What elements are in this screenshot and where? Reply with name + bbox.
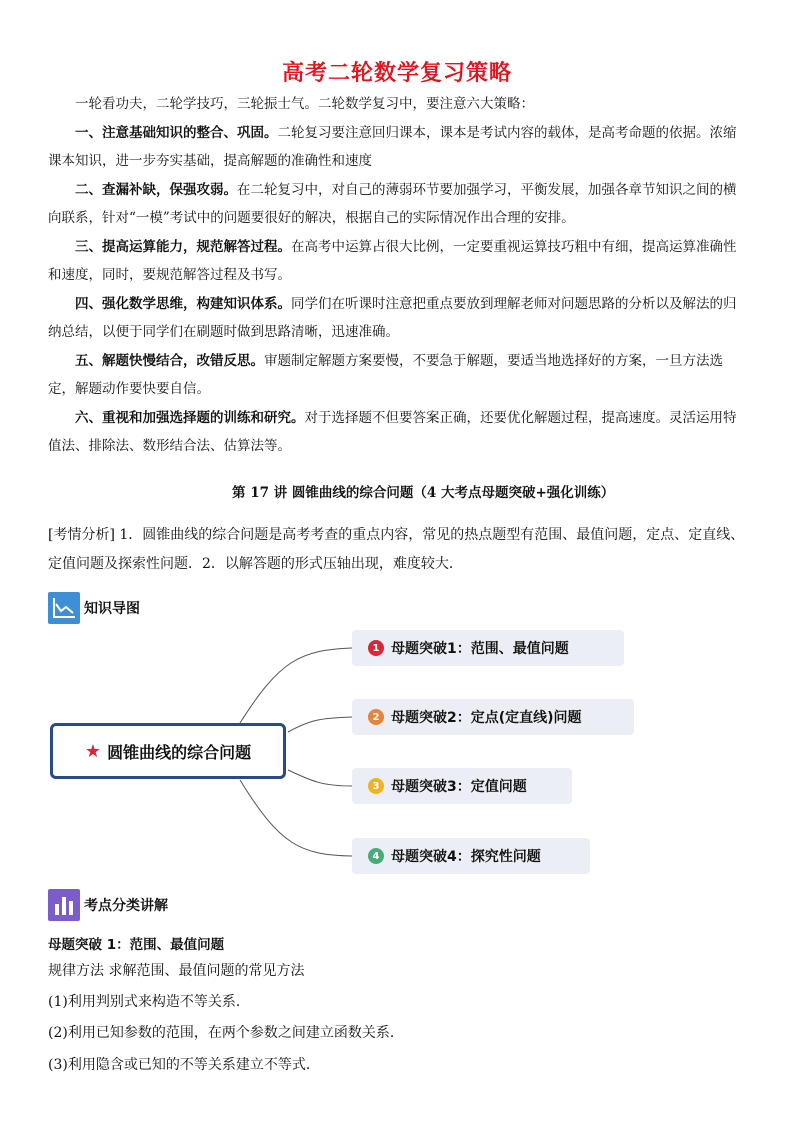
- strategy-body: 同学们在听课时注意把重点要放到理解老师对问题思路的分析以及解法的归纳总结，以便于同学们在刷题时做到思路清晰，迅速准确。: [48, 295, 737, 340]
- strategy-item: [48, 290, 748, 347]
- method-item: (2)利用已知参数的范围，在两个参数之间建立函数关系．: [48, 1025, 404, 1041]
- mind-map-branch: [352, 838, 590, 874]
- strategy-item: [48, 233, 748, 290]
- center-label: 圆锥曲线的综合问题: [107, 742, 252, 762]
- branch-number: 1: [368, 640, 384, 656]
- strategy-item: [48, 404, 748, 461]
- strategy-item: [48, 347, 748, 404]
- strategy-body: 在二轮复习中，对自己的薄弱环节要加强学习，平衡发展，加强各章节知识之间的横向联系，针对“一模”考试中的问题要很好的解决，根据自己的实际情况作出合理的安排。: [48, 181, 737, 226]
- bar-chart-icon: [48, 889, 80, 921]
- mind-map-branch: [352, 699, 634, 735]
- strategy-item: [48, 176, 748, 233]
- star-icon: ★: [84, 740, 102, 762]
- strategy-head: 四、强化数学思维，构建知识体系。: [75, 295, 291, 312]
- branch-number: 3: [368, 778, 384, 794]
- lecture-title: 第 17 讲 圆锥曲线的综合问题（4 大考点母题突破+强化训练）: [232, 485, 615, 501]
- strategy-body: 在高考中运算占很大比例，一定要重视运算技巧粗中有细，提高运算准确性和速度，同时，要规范解答过程及书写。: [48, 238, 737, 283]
- strategy-head: 一、注意基础知识的整合、巩固。: [75, 124, 278, 141]
- branch-number: 2: [368, 709, 384, 725]
- method-item: (3)利用隐含或已知的不等关系建立不等式．: [48, 1057, 320, 1073]
- mind-map-branch: [352, 768, 572, 804]
- intro-text: 一轮看功夫，二轮学技巧，三轮振士气。二轮数学复习中，要注意六大策略：: [75, 96, 534, 112]
- strategy-head: 二、查漏补缺，保强攻弱。: [75, 181, 237, 198]
- mother-problem-title: 母题突破 1：范围、最值问题: [48, 937, 225, 953]
- mind-map-center: [50, 723, 286, 779]
- strategy-item: [48, 119, 748, 176]
- section-topic-explanation: [48, 889, 168, 921]
- strategy-body: 对于选择题不但要答案正确，还要优化解题过程，提高速度。灵活运用特值法、排除法、数形结合法、估算法等。: [48, 409, 737, 454]
- method-title: 规律方法 求解范围、最值问题的常见方法: [48, 963, 305, 979]
- strategy-head: 六、重视和加强选择题的训练和研究。: [75, 409, 305, 426]
- strategy-head: 五、解题快慢结合，改错反思。: [75, 352, 264, 369]
- strategy-block: [48, 90, 748, 461]
- strategy-head: 三、提高运算能力，规范解答过程。: [75, 238, 291, 255]
- section-title: 考点分类讲解: [84, 898, 168, 914]
- exam-analysis: [考情分析] 1．圆锥曲线的综合问题是高考考查的重点内容，常见的热点题型有范围、最值问题，定点、定直线、定值问题及探索性问题．2．以解答题的形式压轴出现，难度较大．: [48, 527, 745, 572]
- branch-label: 母题突破4：探究性问题: [391, 849, 541, 865]
- mind-map-branch: [352, 630, 624, 666]
- strategy-body: 二轮复习要注意回归课本，课本是考试内容的载体，是高考命题的依据。浓缩课本知识，进一步夯实基础，提高解题的准确性和速度: [48, 124, 737, 169]
- section-title: 知识导图: [84, 601, 140, 617]
- mind-map: [0, 620, 794, 890]
- branch-label: 母题突破2：定点(定直线)问题: [391, 710, 582, 726]
- method-item: (1)利用判别式来构造不等关系．: [48, 994, 250, 1010]
- page-title: 高考二轮数学复习策略: [281, 61, 512, 86]
- branch-number: 4: [368, 848, 384, 864]
- branch-label: 母题突破1：范围、最值问题: [391, 641, 569, 657]
- strategy-body: 审题制定解题方案要慢，不要急于解题，要适当地选择好的方案，一旦方法选定，解题动作要快要自信。: [48, 352, 723, 397]
- branch-label: 母题突破3：定值问题: [391, 779, 527, 795]
